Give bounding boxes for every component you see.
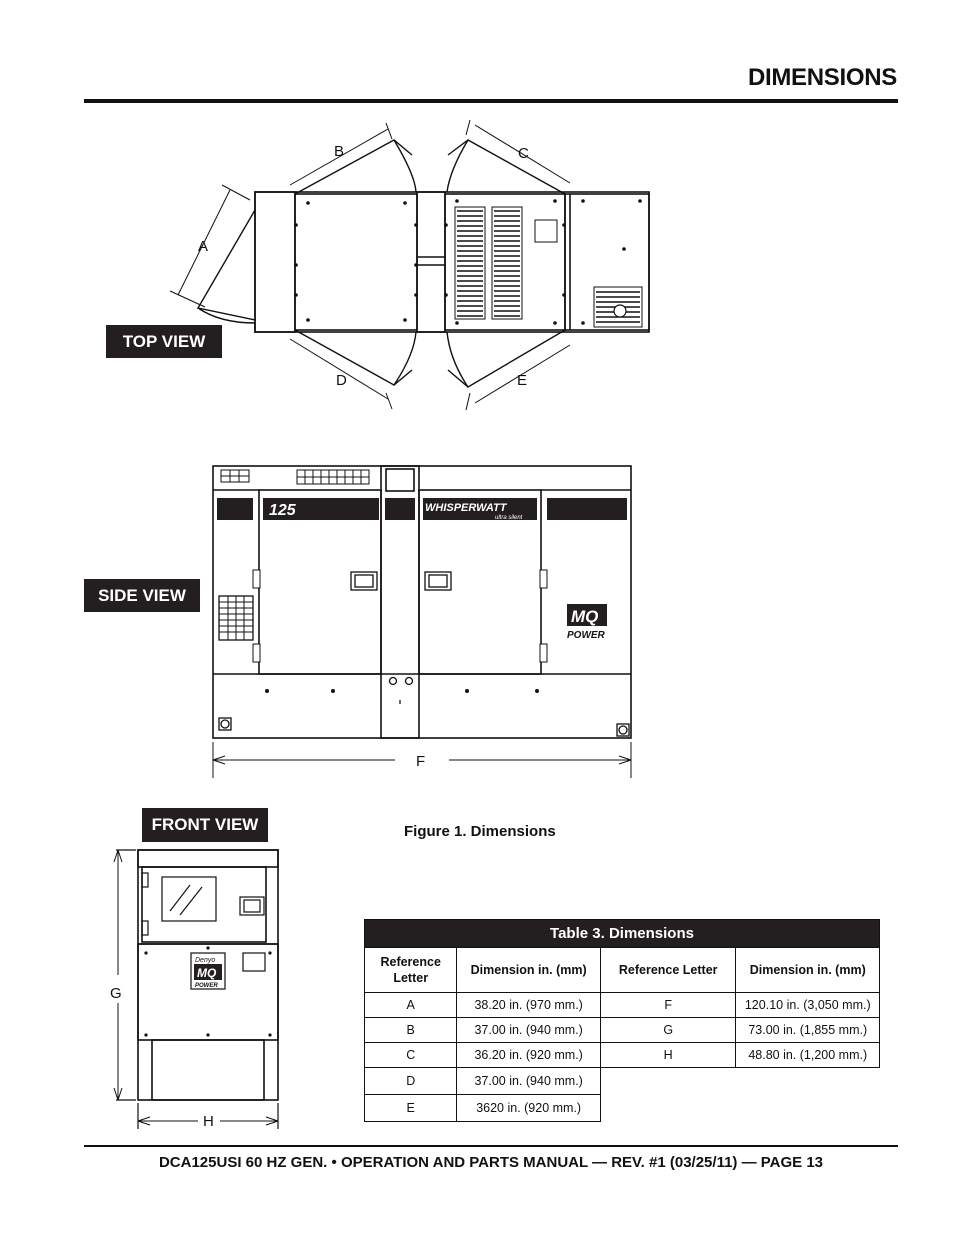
front-badge: Denyo <box>195 957 216 964</box>
dimension-value: 73.00 in. (1,855 mm.) <box>736 1018 880 1043</box>
dim-label-h: H <box>203 1113 214 1130</box>
ref-letter: F <box>600 993 736 1018</box>
dim-label-g: G <box>110 985 122 1002</box>
dimension-value: 38.20 in. (970 mm.) <box>457 993 601 1018</box>
front-logo-sub: POWER <box>195 983 218 989</box>
dimension-value: 3620 in. (920 mm.) <box>457 1095 601 1122</box>
front-view-label: FRONT VIEW <box>142 808 268 842</box>
ref-letter: C <box>365 1043 457 1068</box>
ref-letter: E <box>365 1095 457 1122</box>
ref-letter: G <box>600 1018 736 1043</box>
ref-letter: H <box>600 1043 736 1068</box>
top-rule <box>84 99 898 103</box>
page-footer: DCA125USI 60 HZ GEN. • OPERATION AND PARTS MANUAL — REV. #1 (03/25/11) — PAGE 13 <box>158 1154 824 1171</box>
top-view-label: TOP VIEW <box>106 325 222 358</box>
table-title: Table 3. Dimensions <box>365 920 880 948</box>
col-header-dimension-2: Dimension in. (mm) <box>736 948 880 993</box>
dimension-value: 37.00 in. (940 mm.) <box>457 1068 601 1095</box>
dim-label-d: D <box>336 372 347 389</box>
page-title: DIMENSIONS <box>747 64 897 91</box>
ref-letter: A <box>365 993 457 1018</box>
col-header-dimension-1: Dimension in. (mm) <box>457 948 601 993</box>
dim-label-a: A <box>198 238 209 255</box>
table-row <box>365 1018 880 1043</box>
brand-sub: ultra silent <box>495 515 523 521</box>
brand-name: WHISPERWATT <box>425 502 507 514</box>
dim-label-e: E <box>517 372 528 389</box>
empty-cell <box>600 1095 879 1122</box>
side-logo: MQ <box>571 607 599 626</box>
side-view-label: SIDE VIEW <box>84 579 200 612</box>
table-row <box>365 1068 880 1095</box>
bottom-rule <box>84 1145 898 1147</box>
col-header-ref-letter-2: Reference Letter <box>600 948 736 993</box>
dimension-value: 48.80 in. (1,200 mm.) <box>736 1043 880 1068</box>
col-header-ref-letter-1: Reference Letter <box>365 948 457 993</box>
dimension-value: 37.00 in. (940 mm.) <box>457 1018 601 1043</box>
table-row <box>365 1043 880 1068</box>
side-view-drawing <box>205 460 645 780</box>
dim-label-c: C <box>518 145 529 162</box>
top-view-drawing <box>150 115 670 420</box>
dim-label-f: F <box>416 753 426 770</box>
side-logo-sub: POWER <box>567 630 605 641</box>
ref-letter: D <box>365 1068 457 1095</box>
empty-cell <box>600 1068 879 1095</box>
dim-label-b: B <box>334 143 345 160</box>
figure-caption: Figure 1. Dimensions <box>404 823 556 840</box>
model-number: 125 <box>269 502 296 519</box>
ref-letter: B <box>365 1018 457 1043</box>
table-row <box>365 1095 880 1122</box>
front-logo: MQ <box>197 966 217 980</box>
dimension-value: 36.20 in. (920 mm.) <box>457 1043 601 1068</box>
table-row <box>365 993 880 1018</box>
front-view-drawing <box>96 845 292 1135</box>
dimension-value: 120.10 in. (3,050 mm.) <box>736 993 880 1018</box>
dimensions-table <box>364 919 880 1122</box>
